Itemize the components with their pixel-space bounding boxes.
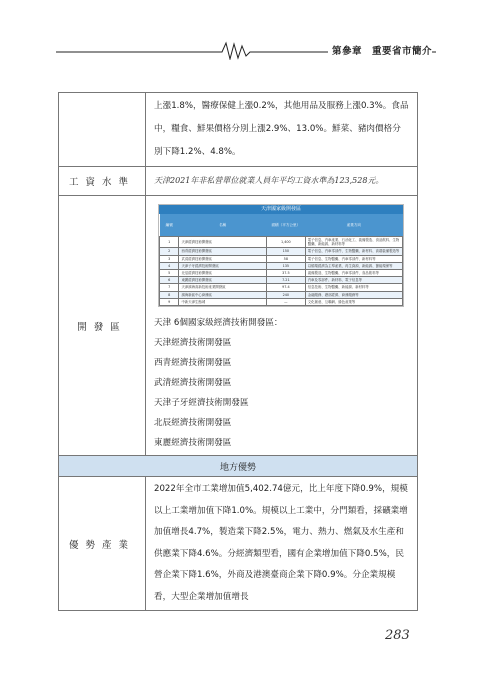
- zone-table-cell: 7: [160, 284, 179, 291]
- advantage-row: [59, 477, 418, 611]
- chapter-title: 第參章 重要省市簡介: [328, 43, 432, 57]
- zone-table-image: [158, 204, 404, 307]
- zone-table: [159, 214, 403, 306]
- zone-table-cell: 北辰經濟技術開發區: [179, 270, 266, 277]
- wage-row: [59, 167, 418, 196]
- zone-table-row: [160, 277, 403, 284]
- zone-table-cell: 西青經濟技術開發區: [179, 248, 266, 255]
- zone-table-title: 天津國家級開發區: [159, 205, 403, 214]
- zone-table-cell: 電子信息、汽車零部件、生物醫藥、新材料、高端裝備製造等: [305, 248, 402, 255]
- zone-table-row: [160, 298, 403, 305]
- zone-table-cell: 135: [266, 262, 305, 269]
- zone-table-cell: 2: [160, 248, 179, 255]
- wage-label: 工資水準: [59, 167, 146, 196]
- zone-item: 西青經濟技術開發區: [154, 358, 232, 369]
- zone-intro: 天津 6個國家級經濟技術開發區：: [154, 318, 283, 329]
- zone-table-cell: 240: [266, 291, 305, 298]
- zone-item: 東麗經濟技術開發區: [154, 438, 232, 449]
- zone-table-cell: 9: [160, 298, 179, 305]
- zone-table-cell: 150: [266, 248, 305, 255]
- zone-table-header: 編號: [160, 214, 179, 237]
- zone-table-cell: 中新天津生態城: [179, 298, 266, 305]
- zone-item: 天津經濟技術開發區: [154, 338, 232, 349]
- zone-table-cell: 文化創意、互聯網、綠色產業等: [305, 298, 402, 305]
- advantage-label: 優勢產業: [59, 477, 146, 611]
- zone-table-cell: 裝備製造、生物醫藥、汽車零部件、食品飲料等: [305, 270, 402, 277]
- zone-item: 武清經濟技術開發區: [154, 378, 232, 389]
- zone-table-cell: 電子信息、汽車產業、石油化工、裝備製造、食品飲料、生物醫藥、新能源、新材料等: [305, 237, 402, 248]
- zone-table-cell: 金融服務、總部經濟、商務服務等: [305, 291, 402, 298]
- zone-table-cell: 1,400: [266, 237, 305, 248]
- zone-table-cell: 5: [160, 270, 179, 277]
- page-header: [56, 40, 436, 60]
- zone-table-cell: 1: [160, 237, 179, 248]
- zone-table-cell: 37.5: [266, 270, 305, 277]
- prices-text: 上漲1.8%，醫療保健上漲0.2%，其他用品及服務上漲0.3%。食品中，糧食、鮮果價格分別上漲2.9%、13.0%。鮮菜、豬肉價格分別下降1.2%、4.8%。: [146, 93, 418, 167]
- zone-table-cell: —: [266, 298, 305, 305]
- prices-label-cell: [59, 93, 146, 167]
- zone-table-cell: 97.4: [266, 284, 305, 291]
- zone-table-cell: 天津子牙經濟技術開發區: [179, 262, 266, 269]
- zone-table-cell: 7.21: [266, 277, 305, 284]
- zone-table-cell: 濱海新區中心商務區: [179, 291, 266, 298]
- wage-text: 天津2021年非私營單位就業人員年平均工資水準為123,528元。: [154, 176, 384, 185]
- zone-table-cell: 以循環經濟為主導產業、再生資源、新能源、節能環保等: [305, 262, 402, 269]
- section-header: 地方優勢: [59, 456, 418, 477]
- info-table: [58, 92, 418, 611]
- zone-table-cell: 電子信息、生物醫藥、汽車零部件、新材料等: [305, 255, 402, 262]
- zone-table-row: [160, 248, 403, 255]
- zone-table-cell: 武清經濟技術開發區: [179, 255, 266, 262]
- zone-table-header: 名稱: [179, 214, 266, 237]
- prices-row: [59, 93, 418, 167]
- advantage-text: 2022年全市工業增加值5,402.74億元，比上年度下降0.9%，規模以上工業增加值下降1.0%。規模以上工業中，分門類看，採礦業增加值增長4.7%，製造業下降2.5%，電力、熱力、燃氣及水生產和供應業下降4.6%。分經濟類型看，國有企業增加值下降0.5%，民營企業下降1.6%，外商及港澳臺商企業下降0.9%。分企業規模看，大型企業增加值增長: [146, 477, 418, 611]
- zone-table-header: 產業方向: [305, 214, 402, 237]
- zone-row: [59, 196, 418, 456]
- zone-item: 天津子牙經濟技術開發區: [154, 398, 249, 409]
- zone-table-cell: 6: [160, 277, 179, 284]
- zone-table-row: [160, 284, 403, 291]
- zone-table-row: [160, 255, 403, 262]
- zone-table-cell: 東麗經濟技術開發區: [179, 277, 266, 284]
- zone-table-cell: 8: [160, 291, 179, 298]
- zone-table-cell: 天津經濟技術開發區: [179, 237, 266, 248]
- zone-table-row: [160, 270, 403, 277]
- zone-table-cell: 天津濱海高新技術產業開發區: [179, 284, 266, 291]
- zone-table-cell: 3: [160, 255, 179, 262]
- zone-table-cell: 4: [160, 262, 179, 269]
- zone-table-row: [160, 291, 403, 298]
- zone-table-row: [160, 262, 403, 269]
- zone-table-cell: 信息技術、生物醫藥、新能源、新材料等: [305, 284, 402, 291]
- section-header-row: [59, 456, 418, 477]
- page-number: 283: [385, 628, 410, 643]
- zone-table-cell: 汽車及零部件、新材料、電子信息等: [305, 277, 402, 284]
- zone-table-header: 面積（平方公里）: [266, 214, 305, 237]
- zone-item: 北辰經濟技術開發區: [154, 418, 232, 429]
- zone-label: 開發區: [59, 196, 146, 456]
- zone-table-row: [160, 237, 403, 248]
- zone-table-cell: 58: [266, 255, 305, 262]
